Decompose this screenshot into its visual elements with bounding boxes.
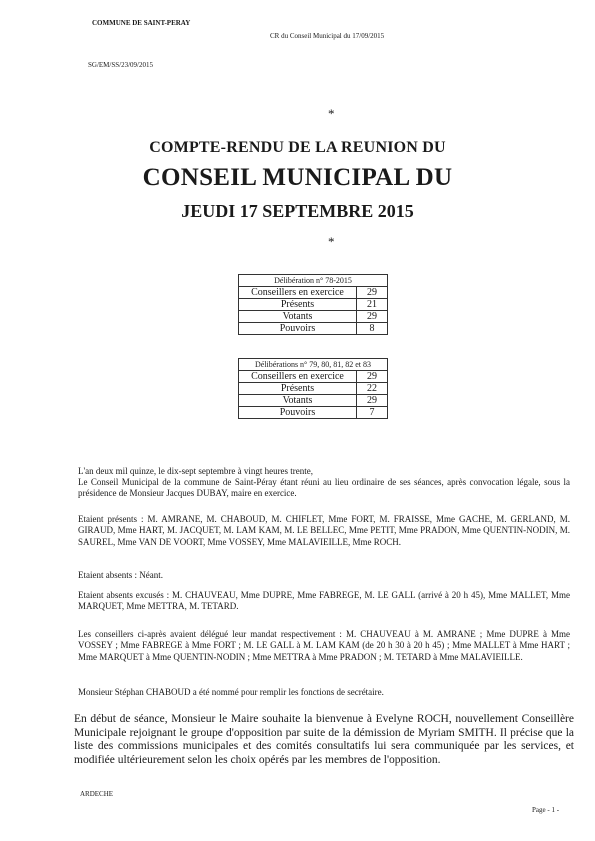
vote-row-value: 8 bbox=[357, 323, 388, 335]
vote-row-label: Pouvoirs bbox=[239, 323, 357, 335]
vote-row-value: 7 bbox=[357, 407, 388, 419]
session-paragraph: Le Conseil Municipal de la commune de Saint-Péray étant réuni au lieu ordinaire de ses séances, après convocation légale, sous la présidence de Monsieur Jacques DUBAY, maire en exercice. bbox=[78, 477, 570, 499]
vote-row-label: Pouvoirs bbox=[239, 407, 357, 419]
absent-members: Etaient absents : Néant. bbox=[78, 570, 163, 580]
proxy-delegations: Les conseillers ci-après avaient délégué leur mandat respectivement : M. CHAUVEAU à M. AMRANE ; Mme DUPRE à Mme VOSSEY ; Mme FABREGE à Mme FORT ; M. LE GALL à M. LAM KAM (de 20 h 30 à 20 h 45) ; Mme MALLET à Mme HART ; Mme MARQUET à Mme QUENTIN-NODIN ; Mme METTRA à Mme PRADON ; M. TETARD à Mme MALAVIEILLE. bbox=[78, 629, 570, 662]
title-line-1: COMPTE-RENDU DE LA REUNION DU bbox=[149, 139, 446, 156]
vote-row-value: 29 bbox=[357, 395, 388, 407]
vote-row-value: 22 bbox=[357, 383, 388, 395]
star-ornament-icon: * bbox=[328, 234, 335, 249]
vote-table-79-83 bbox=[238, 358, 388, 419]
document-reference: SG/EM/SS/23/09/2015 bbox=[88, 61, 153, 69]
vote-table-caption: Délibération n° 78-2015 bbox=[239, 275, 388, 287]
vote-row-label: Conseillers en exercice bbox=[239, 371, 357, 383]
page-number: Page - 1 - bbox=[532, 806, 560, 814]
vote-row-label: Conseillers en exercice bbox=[239, 287, 357, 299]
vote-row-label: Votants bbox=[239, 395, 357, 407]
vote-row-label: Votants bbox=[239, 311, 357, 323]
vote-row-value: 21 bbox=[357, 299, 388, 311]
footer-department: ARDECHE bbox=[80, 790, 114, 798]
title-line-3: JEUDI 17 SEPTEMBRE 2015 bbox=[181, 201, 414, 221]
excused-members: Etaient absents excusés : M. CHAUVEAU, Mme DUPRE, Mme FABREGE, M. LE GALL (arrivé à 20 h 45), Mme MALLET, Mme MARQUET, Mme METTRA, M. TETARD. bbox=[78, 590, 570, 612]
vote-row-value: 29 bbox=[357, 311, 388, 323]
vote-table-caption: Délibérations n° 79, 80, 81, 82 et 83 bbox=[239, 359, 388, 371]
opening-line: L'an deux mil quinze, le dix-sept septembre à vingt heures trente, bbox=[78, 466, 314, 476]
secretary-appointment: Monsieur Stéphan CHABOUD a été nommé pour remplir les fonctions de secrétaire. bbox=[78, 687, 384, 697]
vote-row-value: 29 bbox=[357, 371, 388, 383]
commune-header: COMMUNE DE SAINT-PERAY bbox=[92, 19, 191, 27]
vote-table-78 bbox=[238, 274, 388, 335]
vote-row-value: 29 bbox=[357, 287, 388, 299]
opening-remarks: En début de séance, Monsieur le Maire souhaite la bienvenue à Evelyne ROCH, nouvellement Conseillère Municipale rejoignant le groupe d'opposition par suite de la démission de Myriam SMITH. Il précise que la liste des commissions municipales et des comités consultatifs lui sera communiquée par les services, et modifiée ultérieurement selon les choix opérés par les membres de l'opposition. bbox=[74, 713, 574, 766]
vote-row-label: Présents bbox=[239, 383, 357, 395]
cr-reference: CR du Conseil Municipal du 17/09/2015 bbox=[270, 32, 385, 40]
title-line-2: CONSEIL MUNICIPAL DU bbox=[142, 164, 453, 191]
star-ornament-icon: * bbox=[328, 106, 335, 121]
vote-row-label: Présents bbox=[239, 299, 357, 311]
present-members: Etaient présents : M. AMRANE, M. CHABOUD, M. CHIFLET, Mme FORT, M. FRAISSE, Mme GACHE, M. GERLAND, M. GIRAUD, Mme HART, M. JACQUET, M. LAM KAM, M. LE BELLEC, Mme PETIT, Mme PRADON, Mme QUENTIN-NODIN, M. SAUREL, Mme VAN DE VOORT, Mme VOSSEY, Mme MALAVIEILLE, Mme ROCH. bbox=[78, 514, 570, 547]
